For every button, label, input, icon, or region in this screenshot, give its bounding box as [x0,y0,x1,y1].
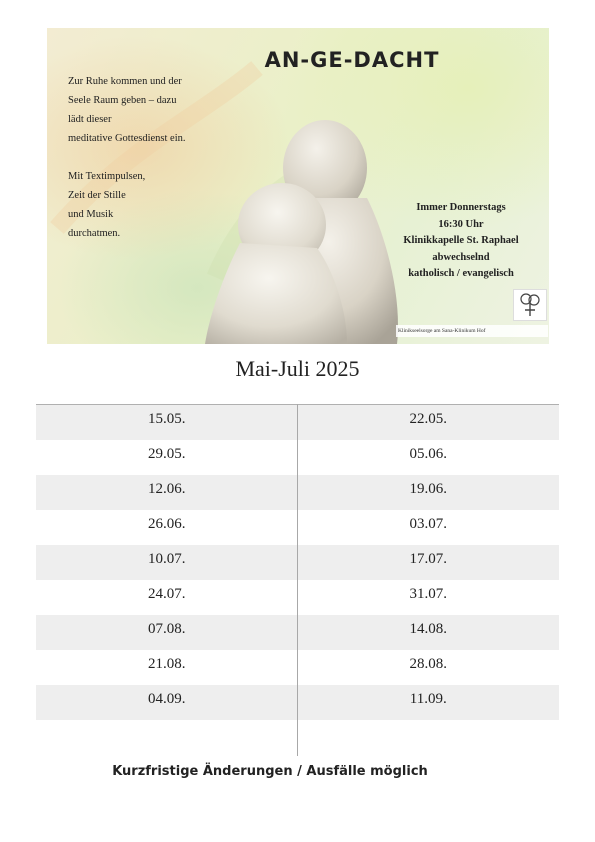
date-cell: 03.07. [409,516,447,532]
schedule-line: abwechselnd [432,251,490,263]
date-cell: 22.05. [409,411,447,427]
schedule-info [379,200,543,283]
intro-text [68,72,248,262]
date-cell: 12.06. [148,481,186,497]
intro-line: Mit Textimpulsen, [68,171,146,182]
date-cell: 14.08. [409,621,447,637]
intro-line: meditative Gottesdienst ein. [68,133,186,144]
intro-line: und Musik [68,209,114,220]
intro-paragraph-2 [68,167,248,243]
date-cell: 21.08. [148,656,186,672]
date-cell: 11.09. [409,691,447,707]
date-cell: 05.06. [409,446,447,462]
date-cell: 17.07. [409,551,447,567]
chaplaincy-label: Klinikseelsorge am Sana-Klinikum Hof [396,325,548,337]
date-cell: 19.06. [409,481,447,497]
date-cell: 28.08. [409,656,447,672]
date-cell: 26.06. [148,516,186,532]
period-heading: Mai-Juli 2025 [235,356,360,381]
date-cell: 31.07. [409,586,447,602]
schedule-line: 16:30 Uhr [438,218,484,230]
intro-line: Seele Raum geben – dazu [68,95,177,106]
schedule-line: Klinikkapelle St. Raphael [403,235,519,246]
event-title: AN-GE-DACHT [264,48,440,72]
date-cell: 04.09. [148,691,186,707]
date-cell: 29.05. [148,446,186,462]
header-banner [47,28,549,344]
date-cell: 10.07. [148,551,186,567]
date-cell: 24.07. [148,586,186,602]
date-cell: 07.08. [148,621,186,637]
clinic-logo-icon [513,289,547,321]
intro-line: durchatmen. [68,228,121,239]
schedule-line: Immer Donnerstags [416,202,506,213]
intro-line: lädt dieser [68,114,112,125]
column-divider [297,404,298,756]
schedule-line: katholisch / evangelisch [408,268,514,279]
changes-notice: Kurzfristige Änderungen / Ausfälle möglich [112,764,428,779]
intro-line: Zur Ruhe kommen und der [68,76,182,87]
intro-paragraph-1 [68,72,248,148]
date-cell: 15.05. [148,411,186,427]
intro-line: Zeit der Stille [68,190,126,201]
